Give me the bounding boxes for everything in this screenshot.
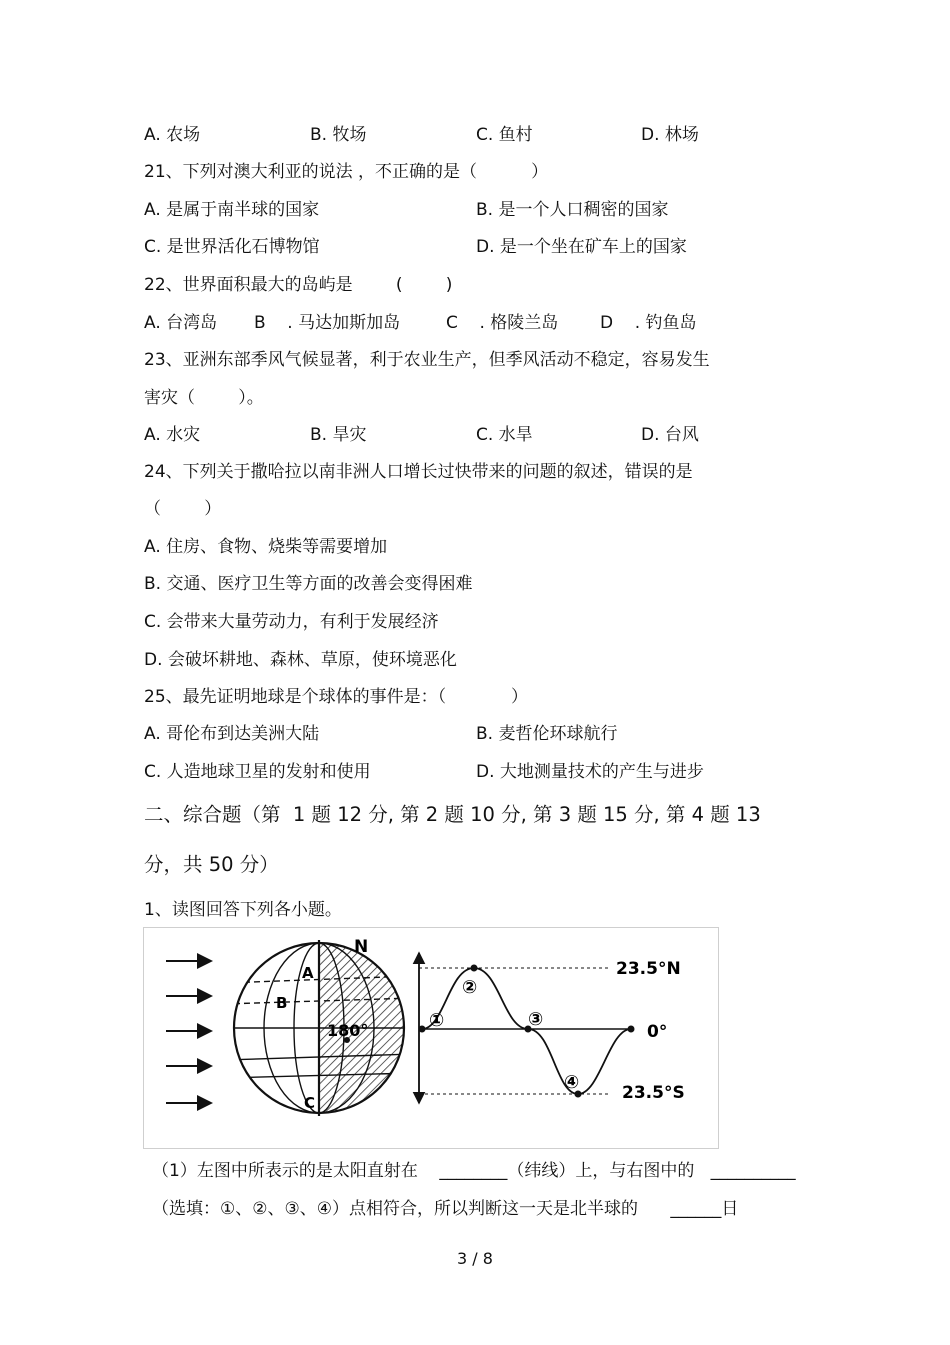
- page-number: 3 / 8: [457, 1249, 493, 1268]
- q21-option-c: C. 是世界活化石博物馆: [144, 237, 320, 257]
- q25-option-b: B. 麦哲伦环球航行: [476, 724, 618, 744]
- figure-svg: [144, 928, 718, 1148]
- q24-option-d: D. 会破坏耕地、森林、草原，使环境恶化: [144, 650, 457, 670]
- q21-option-b: B. 是一个人口稠密的国家: [476, 200, 669, 220]
- q1-sub1-line1: （1）左图中所表示的是太阳直射在 ________（纬线）上，与右图中的 __________: [152, 1161, 796, 1181]
- label-23-5-n: 23.5°N: [616, 959, 681, 979]
- q23-option-c: C. 水旱: [476, 425, 533, 445]
- q22-stem: 22、世界面积最大的岛屿是 ( ): [144, 275, 453, 295]
- q22-option-b: B . 马达加斯加岛: [254, 313, 401, 333]
- q20-option-a: A. 农场: [144, 125, 201, 145]
- label-a: A: [302, 964, 314, 982]
- label-equator: 0°: [647, 1022, 668, 1042]
- q24-option-a: A. 住房、食物、烧柴等需要增加: [144, 537, 388, 557]
- q21-stem: 21、下列对澳大利亚的说法 ，不正确的是（ ）: [144, 162, 549, 182]
- q1-sub1-line2: （选填：①、②、③、④）点相符合，所以判断这一天是北半球的 ______日: [152, 1199, 739, 1219]
- label-23-5-s: 23.5°S: [622, 1083, 685, 1103]
- label-b: B: [276, 994, 288, 1012]
- point-1: ①: [429, 1010, 445, 1031]
- section2-title-line1: 二、综合题（第 1 题 12 分, 第 2 题 10 分, 第 3 题 15 分, 第 4 题 13: [144, 803, 761, 826]
- q23-option-d: D. 台风: [641, 425, 699, 445]
- q23-stem-line2: 害灾（ ）。: [144, 388, 264, 408]
- q1-stem: 1、读图回答下列各小题。: [144, 900, 342, 920]
- q22-option-a: A. 台湾岛: [144, 313, 218, 333]
- q22-option-c: C . 格陵兰岛: [446, 313, 559, 333]
- label-c: C: [304, 1094, 316, 1112]
- q25-option-d: D. 大地测量技术的产生与进步: [476, 762, 704, 782]
- q22-option-d: D . 钓鱼岛: [600, 313, 697, 333]
- q20-option-c: C. 鱼村: [476, 125, 533, 145]
- q21-option-d: D. 是一个坐在矿车上的国家: [476, 237, 687, 257]
- q23-option-b: B. 旱灾: [310, 425, 367, 445]
- label-north: N: [354, 937, 369, 957]
- q23-stem-line1: 23、亚洲东部季风气候显著，利于农业生产，但季风活动不稳定，容易发生: [144, 350, 710, 370]
- q25-stem: 25、最先证明地球是个球体的事件是：（ ）: [144, 687, 528, 707]
- q21-option-a: A. 是属于南半球的国家: [144, 200, 320, 220]
- q20-option-d: D. 林场: [641, 125, 699, 145]
- q23-option-a: A. 水灾: [144, 425, 201, 445]
- globe: [224, 938, 414, 1118]
- point-4: ④: [564, 1072, 580, 1093]
- q24-option-c: C. 会带来大量劳动力，有利于发展经济: [144, 612, 439, 632]
- q24-stem-line1: 24、下列关于撒哈拉以南非洲人口增长过快带来的问题的叙述，错误的是: [144, 462, 693, 482]
- q20-option-b: B. 牧场: [310, 125, 367, 145]
- q24-option-b: B. 交通、医疗卫生等方面的改善会变得困难: [144, 574, 473, 594]
- q24-stem-line2: （ ）: [144, 499, 222, 519]
- sun-path-curve-diagram: [419, 953, 635, 1103]
- figure-sun-direct-diagram: [143, 927, 719, 1149]
- q25-option-a: A. 哥伦布到达美洲大陆: [144, 724, 320, 744]
- point-2: ②: [462, 977, 478, 998]
- q25-option-c: C. 人造地球卫星的发射和使用: [144, 762, 371, 782]
- point-3: ③: [528, 1009, 544, 1030]
- sun-ray-arrows: [166, 961, 211, 1103]
- label-180: 180°: [327, 1021, 369, 1040]
- section2-title-line2: 分，共 50 分）: [144, 853, 279, 876]
